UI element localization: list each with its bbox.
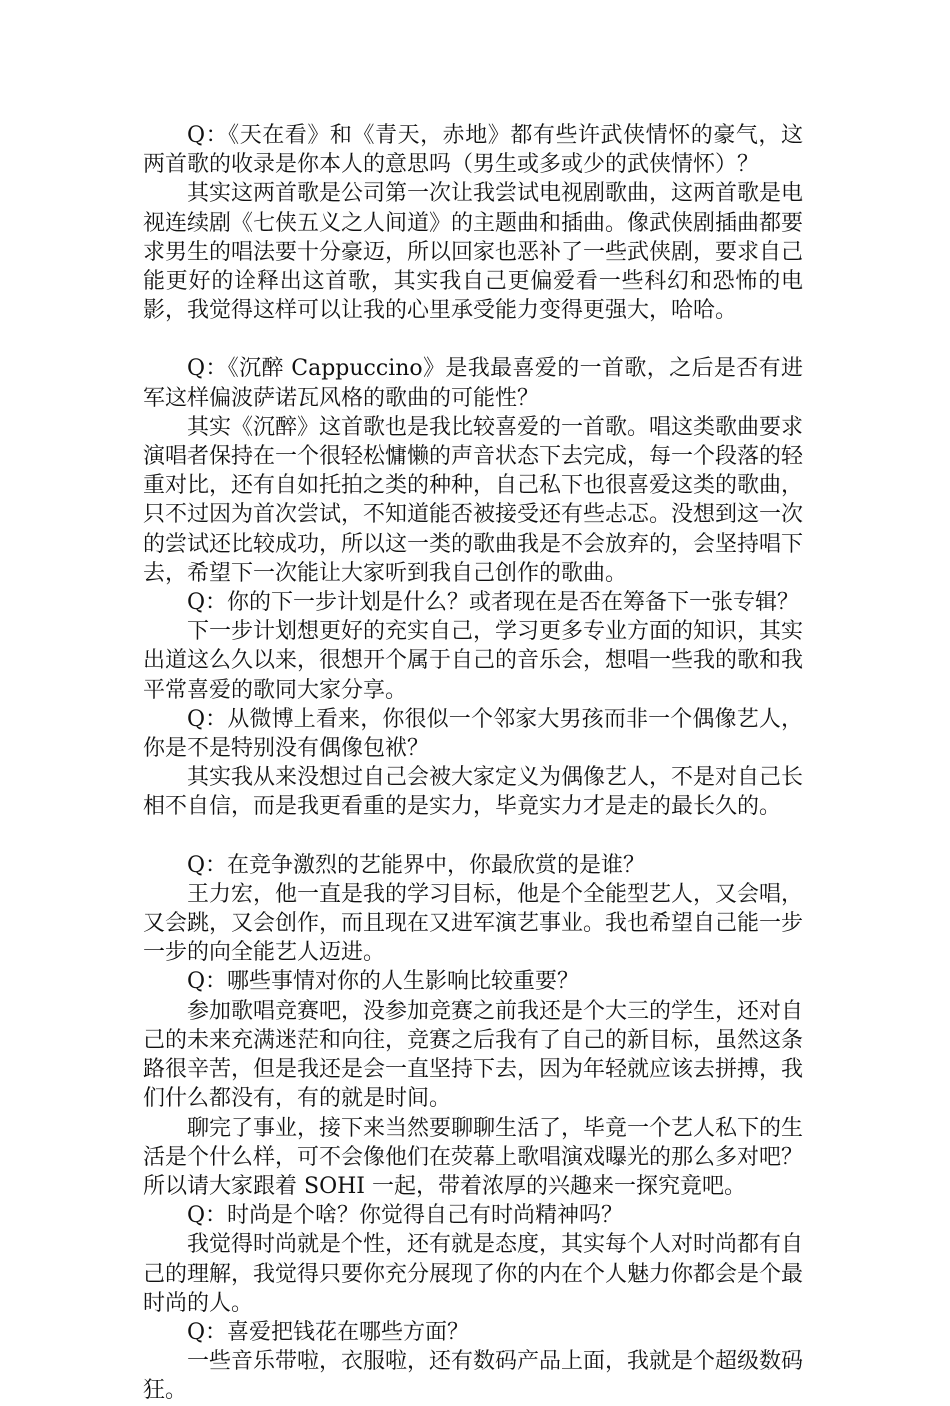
transition-paragraph: 聊完了事业，接下来当然要聊聊生活了，毕竟一个艺人私下的生活是个什么样，可不会像他们在荧幕上歌唱演戏曝光的那么多对吧？所以请大家跟着 SOHI 一起，带着浓厚的兴趣来一探究竟吧。 xyxy=(143,1115,804,1199)
question-idol-image: Q：从微博上看来，你很似一个邻家大男孩而非一个偶像艺人，你是不是特别没有偶像包袱？ xyxy=(143,706,803,762)
answer-admired-artist: 王力宏，他一直是我的学习目标，他是个全能型艺人，又会唱，又会跳，又会创作，而且现在又进军演艺事业。我也希望自己能一步一步的向全能艺人迈进。 xyxy=(143,881,804,966)
answer-spending: 一些音乐带啦，衣服啦，还有数码产品上面，我就是个超级数码狂。 xyxy=(143,1349,804,1404)
question-fashion: Q：时尚是个啥？你觉得自己有时尚精神吗？ xyxy=(187,1203,624,1229)
answer-tv-drama-songs: 其实这两首歌是公司第一次让我尝试电视剧歌曲，这两首歌是电视连续剧《七侠五义之人间道》的主题曲和插曲。像武侠剧插曲都要求男生的唱法要十分豪迈，所以回家也恶补了一些武侠剧，要求自己能更好的诠释出这首歌，其实我自己更偏爱看一些科幻和恐怖的电影，我觉得这样可以让我的心里承受能力变得更强大，哈哈。 xyxy=(143,181,804,324)
interview-text xyxy=(143,121,803,1406)
question-tian-zai-kan: Q：《天在看》和《青天，赤地》都有些许武侠情怀的豪气，这两首歌的收录是你本人的意思吗（男生或多或少的武侠情怀）？ xyxy=(143,123,803,178)
answer-fashion: 我觉得时尚就是个性，还有就是态度，其实每个人对时尚都有自己的理解，我觉得只要你充分展现了你的内在个人魅力你都会是个最时尚的人。 xyxy=(143,1232,804,1316)
paragraph-gap xyxy=(143,325,803,354)
question-next-plan: Q：你的下一步计划是什么？或者现在是否在筹备下一张专辑？ xyxy=(187,590,800,616)
answer-idol-image: 其实我从来没想过自己会被大家定义为偶像艺人，不是对自己长相不自信，而是我更看重的是实力，毕竟实力才是走的最长久的。 xyxy=(143,765,804,820)
question-admired-artist: Q：在竞争激烈的艺能界中，你最欣赏的是谁？ xyxy=(187,852,646,878)
answer-cappuccino: 其实《沉醉》这首歌也是我比较喜爱的一首歌。唱这类歌曲要求演唱者保持在一个很轻松慵懒的声音状态下去完成，每一个段落的轻重对比，还有自如托拍之类的种种，自己私下也很喜爱这类的歌曲，只不过因为首次尝试，不知道能否被接受还有些忐忑。没想到这一次的尝试还比较成功，所以这一类的歌曲我是不会放弃的，会坚持唱下去，希望下一次能让大家听到我自己创作的歌曲。 xyxy=(143,414,804,586)
question-cappuccino: Q：《沉醉 Cappuccino》是我最喜爱的一首歌，之后是否有进军这样偏波萨诺瓦风格的歌曲的可能性？ xyxy=(143,356,803,411)
answer-next-plan: 下一步计划想更好的充实自己，学习更多专业方面的知识，其实出道这么久以来，很想开个属于自己的音乐会，想唱一些我的歌和我平常喜爱的歌同大家分享。 xyxy=(143,619,804,703)
question-spending: Q：喜爱把钱花在哪些方面？ xyxy=(187,1319,470,1345)
question-life-influence: Q：哪些事情对你的人生影响比较重要？ xyxy=(187,969,580,995)
answer-life-influence: 参加歌唱竞赛吧，没参加竞赛之前我还是个大三的学生，还对自己的未来充满迷茫和向往，竞赛之后我有了自己的新目标，虽然这条路很辛苦，但是我还是会一直坚持下去，因为年轻就应该去拼搏，我们什么都没有，有的就是时间。 xyxy=(143,998,804,1112)
paragraph-gap xyxy=(143,822,803,851)
